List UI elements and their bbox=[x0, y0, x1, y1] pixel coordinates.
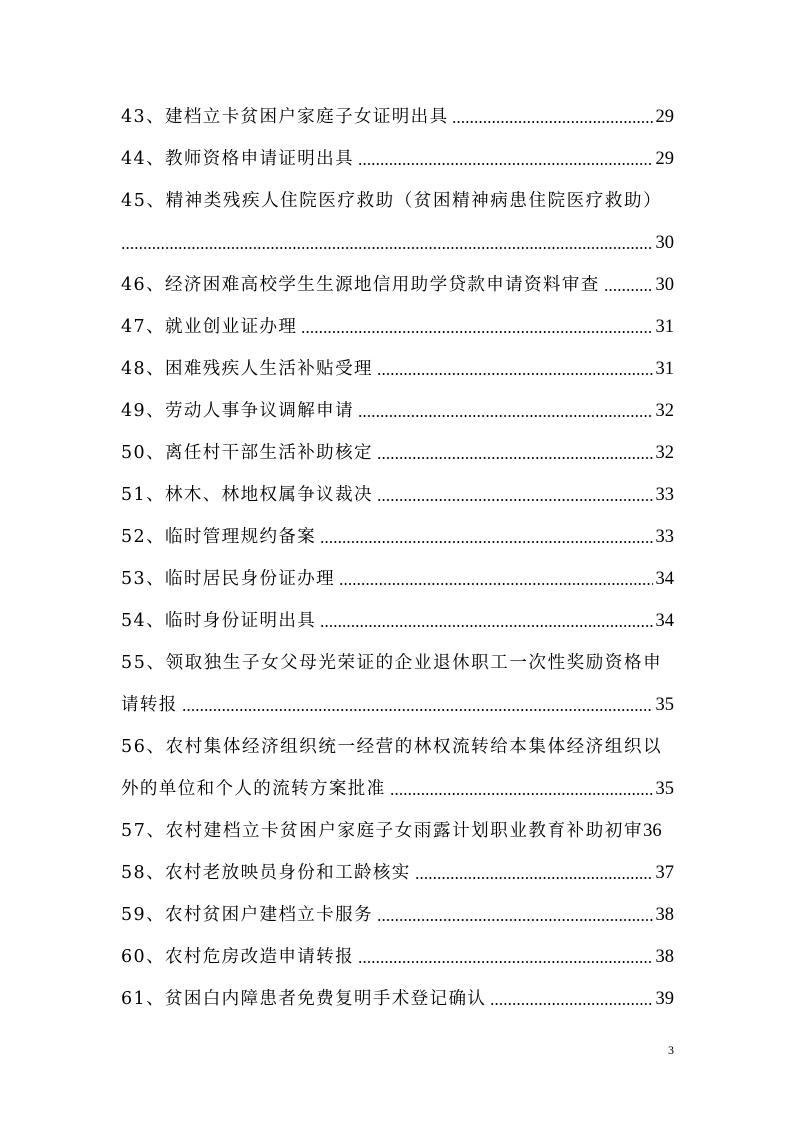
toc-entry-46[interactable] bbox=[121, 266, 674, 296]
toc-entry-56-cont[interactable] bbox=[121, 770, 674, 800]
toc-entry-page: 35 bbox=[655, 779, 674, 799]
toc-entry-49[interactable] bbox=[121, 392, 674, 422]
toc-entry-title: 49、劳动人事争议调解申请 bbox=[121, 401, 354, 421]
toc-leader-dots bbox=[377, 918, 653, 922]
toc-entry-55-cont[interactable] bbox=[121, 686, 674, 716]
toc-entry-title: 50、离任村干部生活补助核定 bbox=[121, 443, 373, 463]
toc-entry-51[interactable] bbox=[121, 476, 674, 506]
toc-entry-title: 59、农村贫困户建档立卡服务 bbox=[121, 905, 373, 925]
toc-entry-48[interactable] bbox=[121, 350, 674, 380]
toc-entry-title: 51、林木、林地权属争议裁决 bbox=[121, 485, 373, 505]
toc-entry-47[interactable] bbox=[121, 308, 674, 338]
toc-entry-53[interactable] bbox=[121, 560, 674, 590]
toc-entry-page: 39 bbox=[655, 989, 674, 1009]
toc-leader-dots bbox=[490, 1002, 652, 1006]
toc-leader-dots bbox=[415, 876, 653, 880]
toc-entry-page: 38 bbox=[655, 947, 674, 967]
toc-entry-title: 43、建档立卡贫困户家庭子女证明出具 bbox=[121, 107, 449, 127]
toc-entry-title: 55、领取独生子女父母光荣证的企业退休职工一次性奖励资格申 bbox=[121, 653, 663, 673]
toc-entry-page: 29 bbox=[655, 149, 674, 169]
toc-entry-title: 56、农村集体经济组织统一经营的林权流转给本集体经济组织以 bbox=[121, 737, 663, 757]
toc-entry-title: 60、农村危房改造申请转报 bbox=[121, 947, 354, 967]
toc-entry-45-cont[interactable] bbox=[121, 224, 674, 254]
toc-entry-59[interactable] bbox=[121, 896, 674, 926]
toc-leader-dots bbox=[301, 330, 652, 334]
toc-leader-dots bbox=[390, 792, 653, 796]
toc-entry-title: 47、就业创业证办理 bbox=[121, 317, 298, 337]
toc-entry-page: 31 bbox=[655, 359, 674, 379]
toc-leader-dots bbox=[182, 708, 653, 712]
toc-entry-title: 54、临时身份证明出具 bbox=[121, 611, 317, 631]
toc-entry-page: 30 bbox=[655, 233, 674, 253]
toc-entry-title-cont: 请转报 bbox=[121, 695, 178, 715]
toc-leader-dots bbox=[377, 372, 653, 376]
toc-entry-title: 53、临时居民身份证办理 bbox=[121, 569, 336, 589]
toc-entry-page: 31 bbox=[655, 317, 674, 337]
toc-entry-page: 37 bbox=[655, 863, 674, 883]
toc-entry-page: 34 bbox=[655, 569, 674, 589]
toc-entry-55[interactable] bbox=[121, 644, 674, 674]
toc-leader-dots bbox=[604, 288, 653, 292]
toc-entry-page: 38 bbox=[655, 905, 674, 925]
toc-entry-title: 52、临时管理规约备案 bbox=[121, 527, 317, 547]
toc-entry-58[interactable] bbox=[121, 854, 674, 884]
toc-leader-dots bbox=[358, 162, 653, 166]
toc-entry-title: 44、教师资格申请证明出具 bbox=[121, 149, 354, 169]
toc-leader-dots bbox=[358, 960, 653, 964]
toc-entry-page: 36 bbox=[643, 821, 662, 841]
toc-leader-dots bbox=[339, 582, 652, 586]
toc-leader-dots bbox=[121, 246, 653, 250]
toc-entry-page: 30 bbox=[655, 275, 674, 295]
toc-leader-dots bbox=[320, 624, 652, 628]
toc-leader-dots bbox=[377, 498, 653, 502]
toc-leader-dots bbox=[377, 456, 653, 460]
toc-entry-43[interactable] bbox=[121, 98, 674, 128]
toc-leader-dots bbox=[320, 540, 652, 544]
toc-entry-page: 33 bbox=[655, 527, 674, 547]
toc-entry-page: 32 bbox=[655, 401, 674, 421]
toc-entry-title: 61、贫困白内障患者免费复明手术登记确认 bbox=[121, 989, 487, 1009]
toc-entry-title: 48、困难残疾人生活补贴受理 bbox=[121, 359, 373, 379]
toc-entry-52[interactable] bbox=[121, 518, 674, 548]
toc-entry-60[interactable] bbox=[121, 938, 674, 968]
toc-entry-50[interactable] bbox=[121, 434, 674, 464]
toc-entry-title: 57、农村建档立卡贫困户家庭子女雨露计划职业教育补助初审 bbox=[121, 821, 644, 841]
toc-entry-page: 34 bbox=[655, 611, 674, 631]
toc-entry-page: 35 bbox=[655, 695, 674, 715]
toc-entry-61[interactable] bbox=[121, 980, 674, 1010]
toc-entry-57[interactable] bbox=[121, 812, 674, 842]
toc-entry-title: 46、经济困难高校学生生源地信用助学贷款申请资料审查 bbox=[121, 275, 600, 295]
toc-leader-dots bbox=[452, 120, 652, 124]
toc-entry-56[interactable] bbox=[121, 728, 674, 758]
toc-entry-title: 58、农村老放映员身份和工龄核实 bbox=[121, 863, 411, 883]
toc-entry-45[interactable] bbox=[121, 182, 674, 212]
toc-entry-title-cont: 外的单位和个人的流转方案批准 bbox=[121, 779, 386, 799]
toc-entry-page: 33 bbox=[655, 485, 674, 505]
page-number: 3 bbox=[668, 1043, 674, 1057]
toc-leader-dots bbox=[358, 414, 653, 418]
toc-entry-54[interactable] bbox=[121, 602, 674, 632]
toc-entry-title: 45、精神类残疾人住院医疗救助（贫困精神病患住院医疗救助） bbox=[121, 191, 663, 211]
toc-entry-page: 32 bbox=[655, 443, 674, 463]
toc-entry-44[interactable] bbox=[121, 140, 674, 170]
toc-entry-page: 29 bbox=[655, 107, 674, 127]
